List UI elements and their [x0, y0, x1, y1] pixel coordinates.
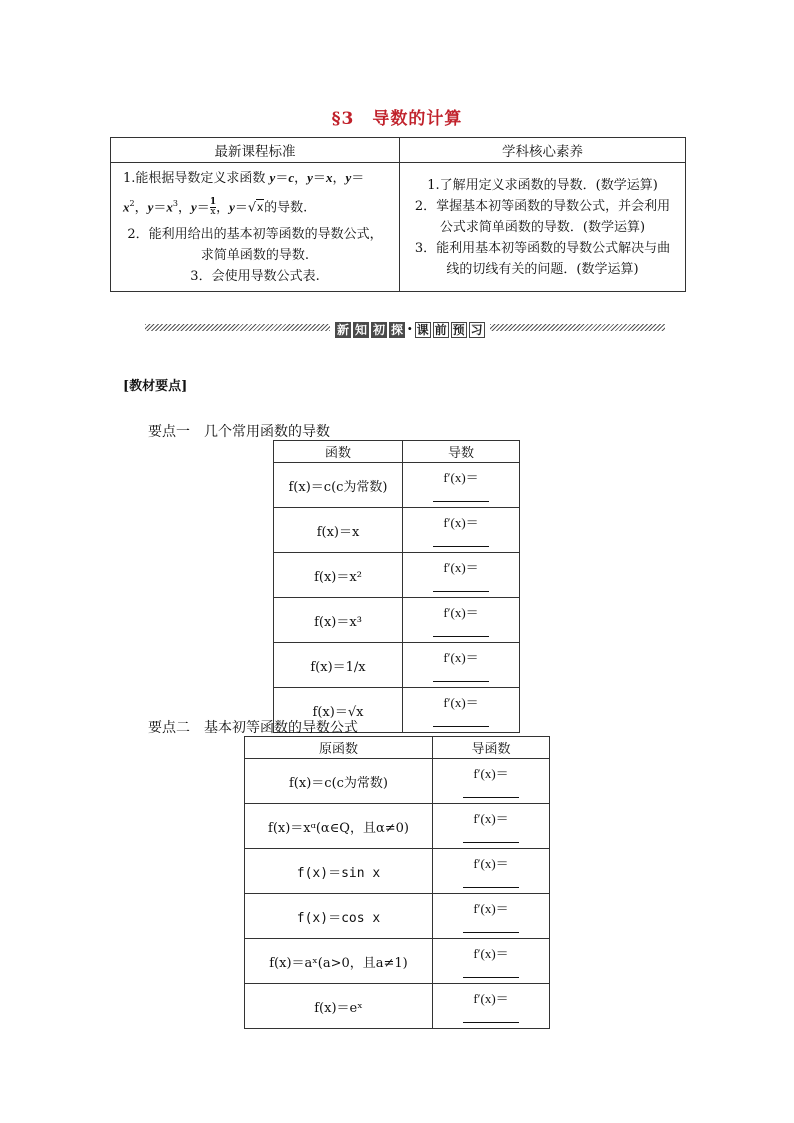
point2-heading: 要点二 基本初等函数的导数公式 — [148, 720, 358, 736]
function-cell: f(x)＝x — [274, 508, 403, 553]
section-banner — [145, 318, 665, 338]
standard-item-3: 3．会使用导数公式表. — [190, 269, 320, 285]
banner-hatch-right — [490, 324, 665, 331]
answer-blank[interactable] — [433, 489, 489, 502]
derivative-cell: f′(x)＝ — [403, 598, 520, 643]
standard-item-2-cont: 求简单函数的导数. — [200, 248, 310, 264]
derivative-formulas-table — [244, 736, 550, 1029]
derivative-cell: f′(x)＝ — [403, 688, 520, 733]
page-title: §3 导数的计算 — [331, 109, 463, 129]
function-cell: f(x)＝aˣ(a>0，且a≠1) — [245, 939, 433, 984]
derivative-cell: f′(x)＝ — [433, 894, 550, 939]
col-header-derived: 导函数 — [433, 737, 550, 759]
answer-blank[interactable] — [463, 1010, 519, 1023]
answer-blank[interactable] — [433, 579, 489, 592]
answer-blank[interactable] — [433, 669, 489, 682]
table-row — [245, 984, 550, 1029]
table-row — [274, 553, 520, 598]
function-cell: f(x)＝xᵅ(α∈Q，且α≠0) — [245, 804, 433, 849]
standards-left-cell — [111, 163, 400, 292]
standard-item-1-cont: $x^2$，$y=x^3$，y＝ $\frac{1}{x}$ ，y＝√x的导数. — [123, 197, 308, 218]
standards-table — [110, 137, 686, 292]
table-row — [274, 598, 520, 643]
standards-right-cell — [400, 163, 686, 292]
derivative-cell: f′(x)＝ — [403, 553, 520, 598]
section-label: [教材要点] — [123, 379, 188, 394]
table-row — [245, 894, 550, 939]
answer-blank[interactable] — [433, 534, 489, 547]
literacy-item: 2．掌握基本初等函数的导数公式，并会利用 — [414, 198, 671, 214]
standards-left-header: 最新课程标准 — [111, 138, 400, 163]
derivative-cell: f′(x)＝ — [433, 759, 550, 804]
literacy-item: 公式求简单函数的导数．(数学运算) — [439, 219, 646, 235]
col-header-function: 函数 — [274, 441, 403, 463]
banner-hatch-left — [145, 324, 330, 331]
col-header-original: 原函数 — [245, 737, 433, 759]
table-row — [245, 804, 550, 849]
table-row — [245, 939, 550, 984]
derivative-cell: f′(x)＝ — [433, 939, 550, 984]
answer-blank[interactable] — [463, 920, 519, 933]
derivative-cell: f′(x)＝ — [433, 984, 550, 1029]
table-row — [274, 463, 520, 508]
derivative-cell: f′(x)＝ — [433, 849, 550, 894]
banner-label: 新 知 初 探 · 课 前 预 习 — [336, 319, 483, 338]
table-row — [274, 643, 520, 688]
answer-blank[interactable] — [433, 624, 489, 637]
col-header-derivative: 导数 — [403, 441, 520, 463]
function-cell: f(x)＝√x — [274, 688, 403, 733]
function-cell: f(x)＝sin x — [245, 849, 433, 894]
literacy-item: 1.了解用定义求函数的导数．(数学运算) — [427, 177, 658, 193]
derivative-cell: f′(x)＝ — [433, 804, 550, 849]
function-cell: f(x)＝x² — [274, 553, 403, 598]
function-cell: f(x)＝eˣ — [245, 984, 433, 1029]
answer-blank[interactable] — [433, 714, 489, 727]
derivative-cell: f′(x)＝ — [403, 508, 520, 553]
standard-item-2: 2．能利用给出的基本初等函数的导数公式， — [127, 227, 383, 243]
literacy-item: 线的切线有关的问题．(数学运算) — [446, 261, 639, 277]
function-cell: f(x)＝c(c为常数) — [245, 759, 433, 804]
table-row — [245, 759, 550, 804]
table-row — [274, 508, 520, 553]
function-cell: f(x)＝x³ — [274, 598, 403, 643]
standards-right-header: 学科核心素养 — [400, 138, 686, 163]
function-cell: f(x)＝cos x — [245, 894, 433, 939]
literacy-item: 3．能利用基本初等函数的导数公式解决与曲 — [414, 240, 671, 256]
function-cell: f(x)＝c(c为常数) — [274, 463, 403, 508]
answer-blank[interactable] — [463, 785, 519, 798]
point1-heading: 要点一 几个常用函数的导数 — [148, 424, 330, 440]
derivative-cell: f′(x)＝ — [403, 463, 520, 508]
function-cell: f(x)＝1/x — [274, 643, 403, 688]
derivative-cell: f′(x)＝ — [403, 643, 520, 688]
standard-item-1: 1.能根据导数定义求函数 y＝c，y＝x，y＝ — [123, 169, 365, 186]
answer-blank[interactable] — [463, 965, 519, 978]
answer-blank[interactable] — [463, 875, 519, 888]
table-row — [245, 849, 550, 894]
common-derivatives-table — [273, 440, 520, 733]
answer-blank[interactable] — [463, 830, 519, 843]
